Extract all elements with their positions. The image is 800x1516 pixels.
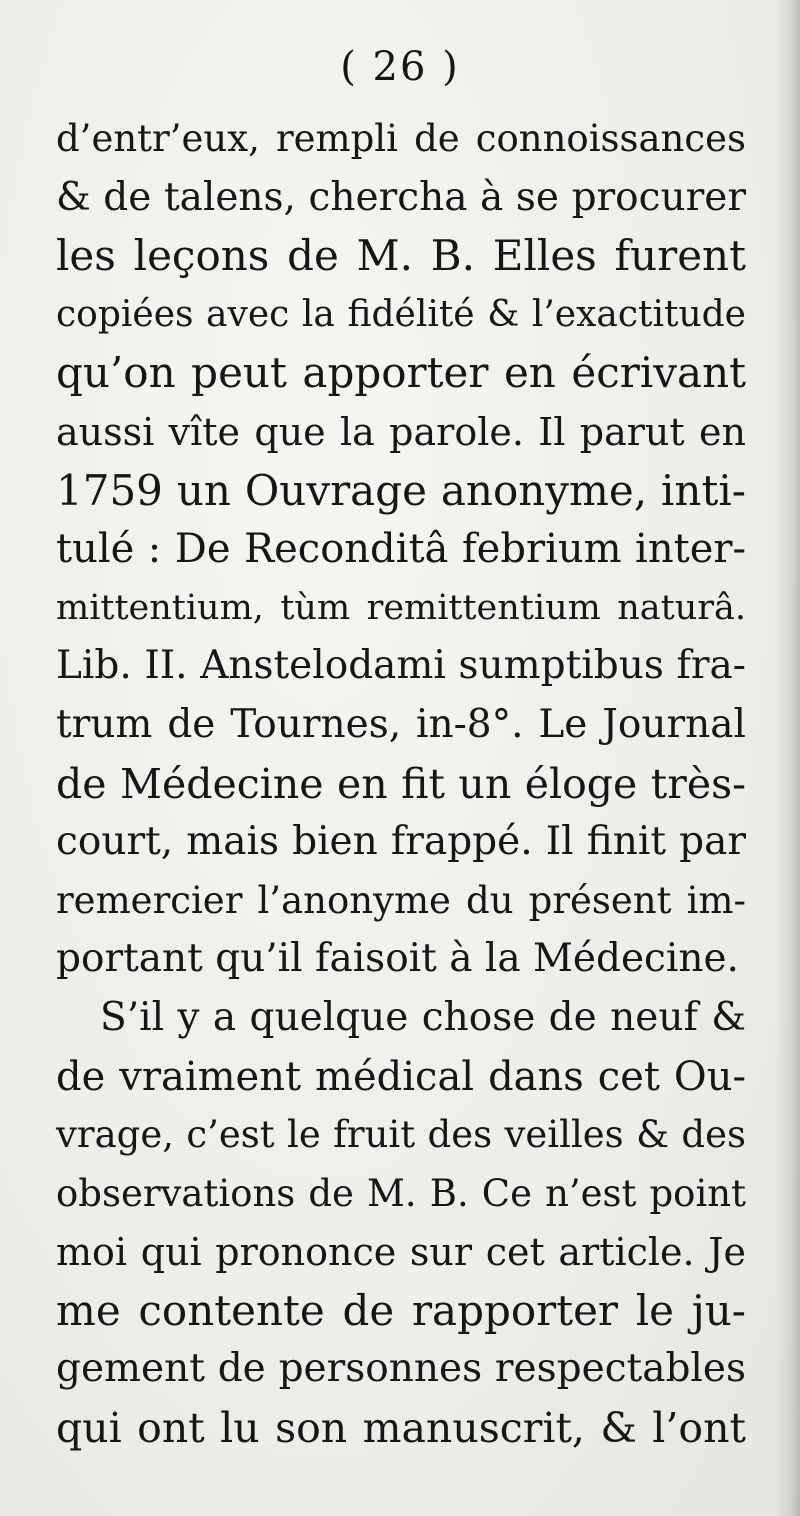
- text-line: tulé : De Reconditâ febrium inter-: [56, 526, 746, 573]
- text-line: 1759 un Ouvrage anonyme, inti-: [56, 465, 746, 515]
- text-line: copiées avec la fidélité & l’exactitude: [56, 293, 746, 335]
- text-line: & de talens, chercha à se procurer: [56, 174, 746, 220]
- text-line: vrage, c’est le fruit des veilles & des: [56, 1113, 746, 1157]
- text-line: mittentium, tùm remittentium naturâ.: [56, 587, 746, 628]
- text-line: Lib. II. Anstelodami sumptibus fra-: [56, 643, 746, 689]
- text-line: de Médecine en fit un éloge très-: [56, 759, 746, 808]
- text-line: trum de Tournes, in-8°. Le Journal: [56, 701, 746, 747]
- text-line: d’entr’eux, rempli de connoissances: [56, 117, 746, 160]
- text-line: court, mais bien frappé. Il finit par: [56, 819, 746, 865]
- text-line: gement de personnes respectables: [56, 1346, 746, 1392]
- text-line: me contente de rapporter le ju-: [56, 1285, 746, 1335]
- text-line: observations de M. B. Ce n’est point: [56, 1171, 746, 1215]
- text-line: moi qui prononce sur cet article. Je: [56, 1230, 746, 1275]
- text-line: S’il y a quelque chose de neuf &: [100, 994, 746, 1040]
- text-line: remercier l’anonyme du présent im-: [56, 878, 746, 922]
- text-line: de vraiment médical dans cet Ou-: [56, 1053, 746, 1100]
- body-text: [56, 110, 746, 1458]
- text-line: aussi vîte que la parole. Il parut en: [56, 409, 746, 454]
- page-number: ( 26 ): [340, 44, 460, 90]
- text-line: portant qu’il faisoit à la Médecine.: [56, 936, 739, 982]
- page-edge-shadow: [774, 0, 800, 1516]
- text-line: les leçons de M. B. Elles furent: [56, 231, 746, 281]
- text-line: qui ont lu son manuscrit, & l’ont: [56, 1404, 746, 1453]
- text-line: qu’on peut apporter en écrivant: [56, 348, 746, 398]
